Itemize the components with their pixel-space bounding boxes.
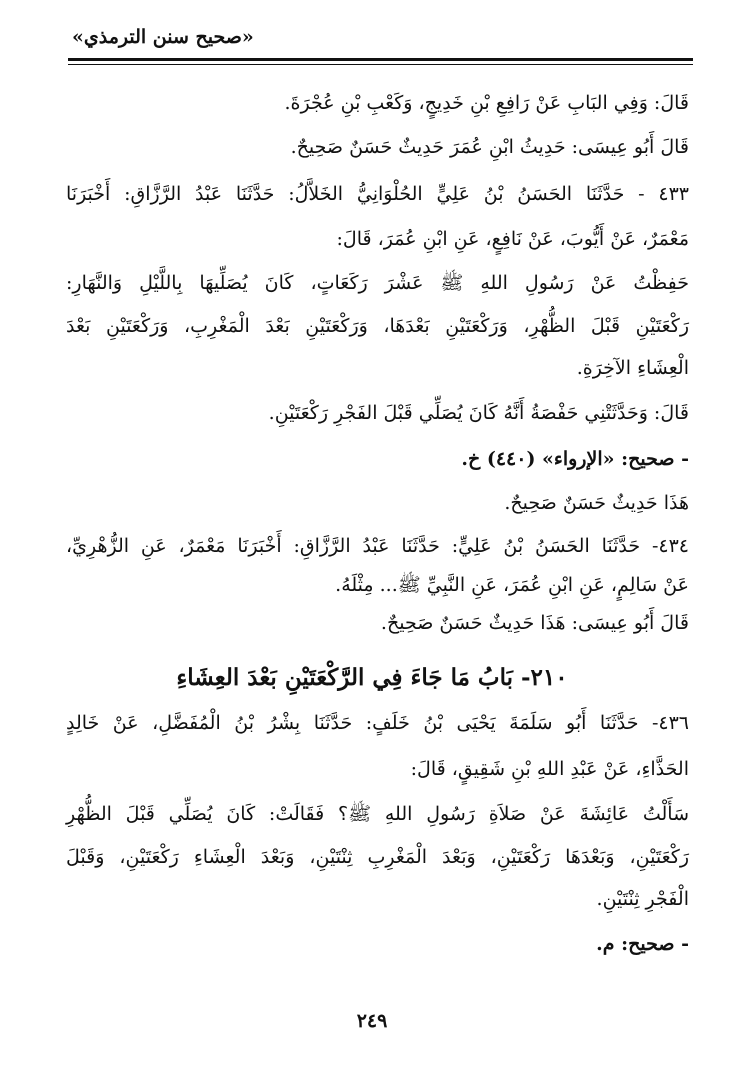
hadith-433-matn-line: الْعِشَاءِ الآخِرَةِ. [576,357,689,379]
hadith-436-line: ٤٣٦- حَدَّثَنَا أَبُو سَلَمَةَ يَحْيَى بْنُ خَلَفٍ: حَدَّثَنَا بِشْرُ بْنُ الْمُفَضَّلِ، عَنْ خَالِدٍ [66,712,689,734]
hadith-433-matn-line: حَفِظْتُ عَنْ رَسُولِ اللهِ ﷺ عَشْرَ رَكَعَاتٍ، كَانَ يُصَلِّيهَا بِاللَّيْلِ وَالنَّهَارِ: [66,272,689,294]
text-line: قَالَ: وَحَدَّثَتْنِي حَفْصَةُ أَنَّهُ كَانَ يُصَلِّي قَبْلَ الفَجْرِ رَكْعَتَيْنِ. [268,402,689,424]
hadith-436-matn-line: الْفَجْرِ ثِنْتَيْنِ. [596,888,689,910]
hadith-436-matn-line: رَكْعَتَيْنِ، وَبَعْدَهَا رَكْعَتَيْنِ، وَبَعْدَ الْمَغْرِبِ ثِنْتَيْنِ، وَبَعْدَ الْعِشَاءِ رَكْعَتَيْنِ، وَقَبْلَ [66,846,689,868]
hadith-433-line: ٤٣٣ - حَدَّثَنَا الحَسَنُ بْنُ عَلِيٍّ الحُلْوَانِيُّ الخَلاَّلُ: حَدَّثَنَا عَبْدُ الرَّزَّاقِ: أَخْبَرَنَا [66,183,689,205]
hadith-436-line: الحَذَّاءِ، عَنْ عَبْدِ اللهِ بْنِ شَقِيقٍ، قَالَ: [410,758,689,780]
hadith-434-line: عَنْ سَالِمٍ، عَنِ ابْنِ عُمَرَ، عَنِ النَّبِيِّ ﷺ... مِثْلَهُ. [335,574,689,596]
hadith-436-matn-line: سَأَلْتُ عَائِشَةَ عَنْ صَلاَةِ رَسُولِ اللهِ ﷺ؟ فَقَالَتْ: كَانَ يُصَلِّي قَبْلَ الظُّهْرِ [66,803,689,825]
text-line: قَالَ أَبُو عِيسَى: هَذَا حَدِيثٌ حَسَنٌ صَحِيحٌ. [380,612,689,634]
grading-line: - صحيح: «الإرواء» (٤٤٠) خ. [461,448,689,470]
header-rule-thin [68,64,693,65]
hadith-433-line: مَعْمَرٌ، عَنْ أَيُّوبَ، عَنْ نَافِعٍ، عَنِ ابْنِ عُمَرَ، قَالَ: [336,228,689,250]
text-line: قَالَ أَبُو عِيسَى: حَدِيثُ ابْنِ عُمَرَ حَدِيثٌ حَسَنٌ صَحِيحٌ. [290,136,689,158]
grading-line: - صحيح: م. [596,933,689,955]
text-line: هَذَا حَدِيثٌ حَسَنٌ صَحِيحٌ. [504,492,689,514]
running-header-title: «صحيح سنن الترمذي» [72,26,254,48]
page-number: ٢٤٩ [356,1010,388,1032]
chapter-heading: ٢١٠- بَابُ مَا جَاءَ فِي الرَّكْعَتَيْنِ بَعْدَ العِشَاءِ [176,664,568,691]
hadith-433-matn-line: رَكْعَتَيْنِ قَبْلَ الظُّهْرِ، وَرَكْعَتَيْنِ بَعْدَهَا، وَرَكْعَتَيْنِ بَعْدَ الْمَغْرِبِ، وَرَكْعَتَيْنِ بَعْدَ [66,315,689,337]
hadith-434-line: ٤٣٤- حَدَّثَنَا الحَسَنُ بْنُ عَلِيٍّ: حَدَّثَنَا عَبْدُ الرَّزَّاقِ: أَخْبَرَنَا مَعْمَرٌ، عَنِ الزُّهْرِيِّ، [66,535,689,557]
header-rule [68,58,693,61]
text-line: قَالَ: وَفِي البَابِ عَنْ رَافِعِ بْنِ خَدِيجٍ، وَكَعْبِ بْنِ عُجْرَةَ. [284,92,689,114]
